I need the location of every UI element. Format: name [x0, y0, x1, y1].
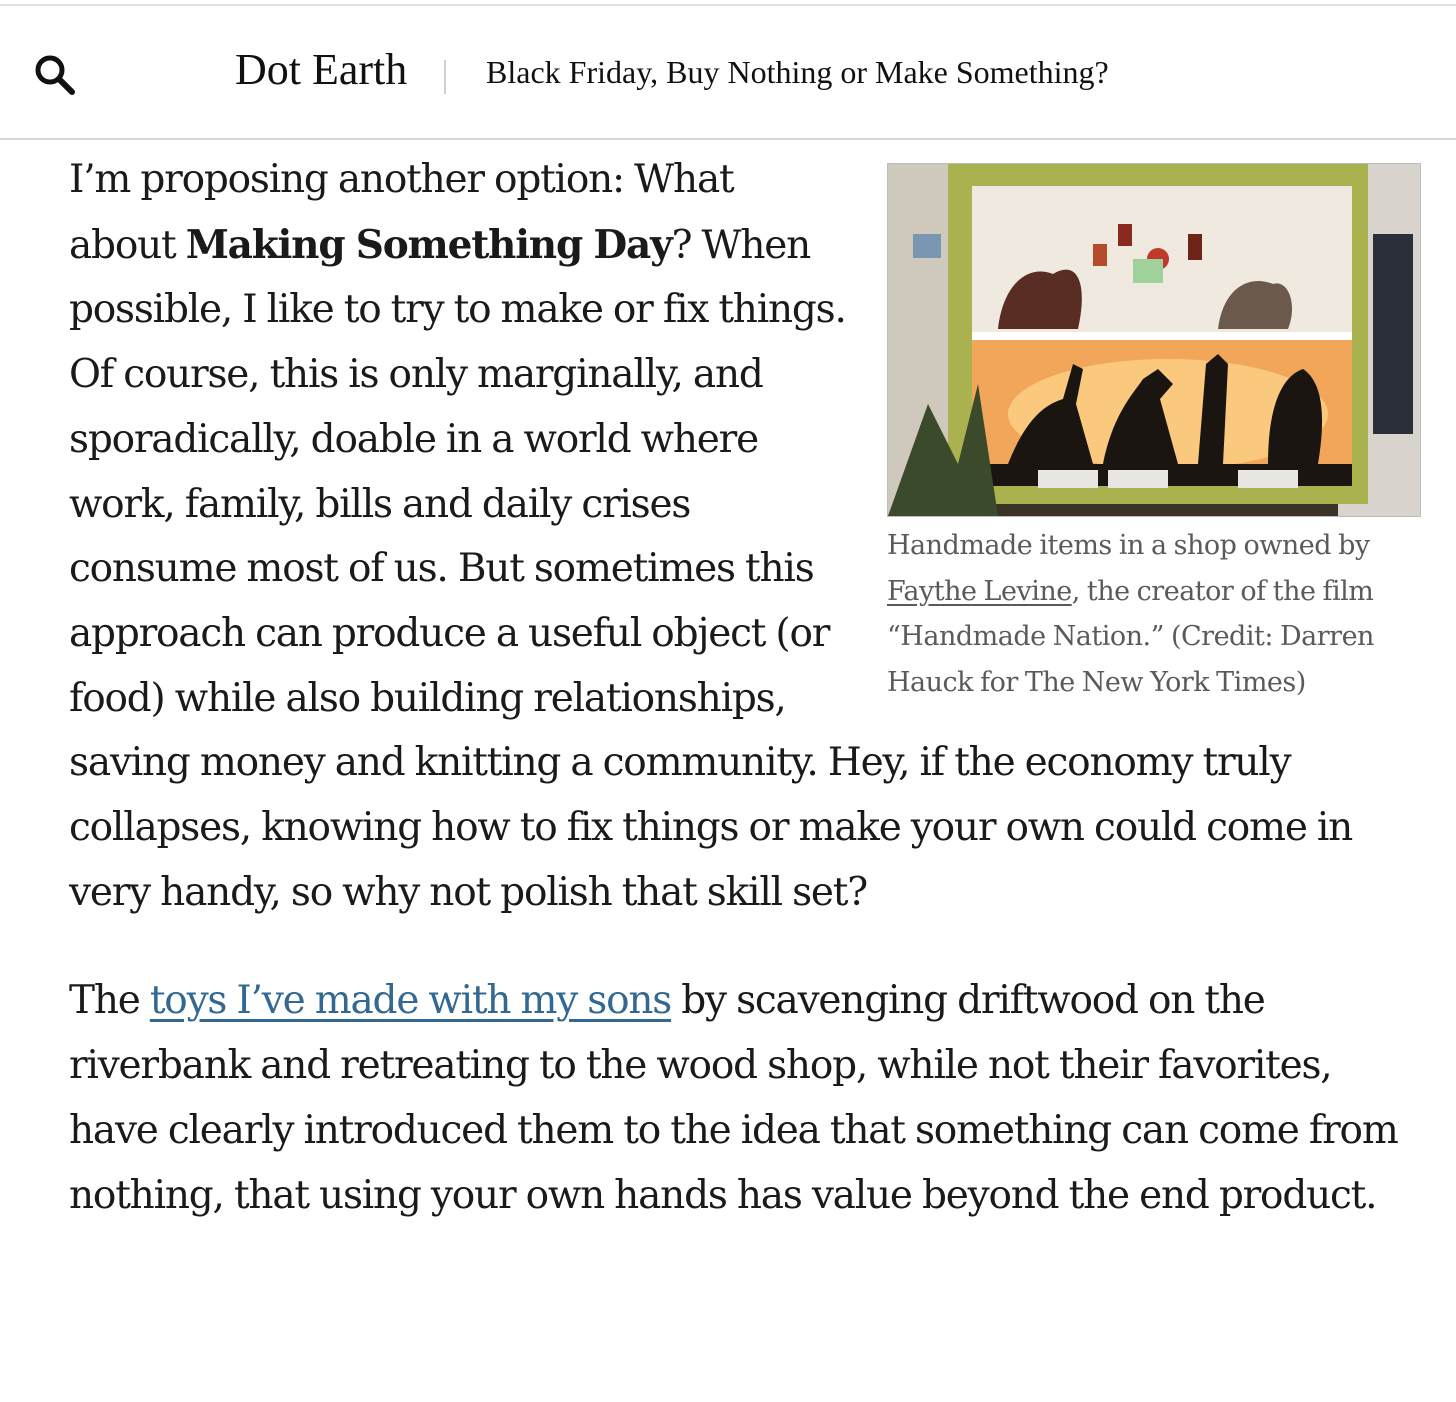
header-divider: [444, 60, 446, 94]
blog-title[interactable]: Dot Earth: [235, 45, 408, 94]
post-title: Black Friday, Buy Nothing or Make Something?: [486, 54, 1109, 90]
caption-link-faythe-levine[interactable]: Faythe Levine: [887, 575, 1072, 607]
making-something-day: Making Something Day: [185, 221, 672, 268]
paragraph-2-rest: by scavenging driftwood on the riverbank and retreating to the wood shop, while not their favorites, have clearly introduced them to the idea that something can come from nothing, that using your own hands has value beyond the end product.: [69, 978, 1398, 1218]
paragraph-2: [69, 969, 1419, 1228]
article-body: [69, 148, 1419, 1228]
caption-text: Handmade items in a shop owned by: [887, 530, 1370, 561]
search-icon: [30, 50, 82, 102]
search-button[interactable]: [30, 50, 82, 102]
photo-caption: [887, 523, 1421, 706]
header-bar: [0, 6, 1456, 140]
paragraph-1-start: I’m proposing another option: What about: [69, 157, 734, 268]
paragraph-1-rest: ? When possible, I like to try to make or fix things. Of course, this is only marginally, and sporadically, doable in a world where work, family, bills and daily crises consume most of us. But sometimes this approach can produce a useful object (or food) while also building relationships, saving money and knitting a community. Hey, if the economy truly collapses, knowing how to fix things or make your own could come in very handy, so why not polish that skill set?: [69, 222, 1353, 915]
caption-text-end: , the creator of the film “Handmade Nation.” (Credit: Darren Hauck for The New York Times): [887, 575, 1374, 699]
paragraph-2-start: The: [69, 978, 150, 1024]
article-figure: [887, 163, 1421, 706]
toys-link[interactable]: toys I’ve made with my sons: [149, 978, 672, 1024]
shop-photo: [887, 163, 1421, 517]
